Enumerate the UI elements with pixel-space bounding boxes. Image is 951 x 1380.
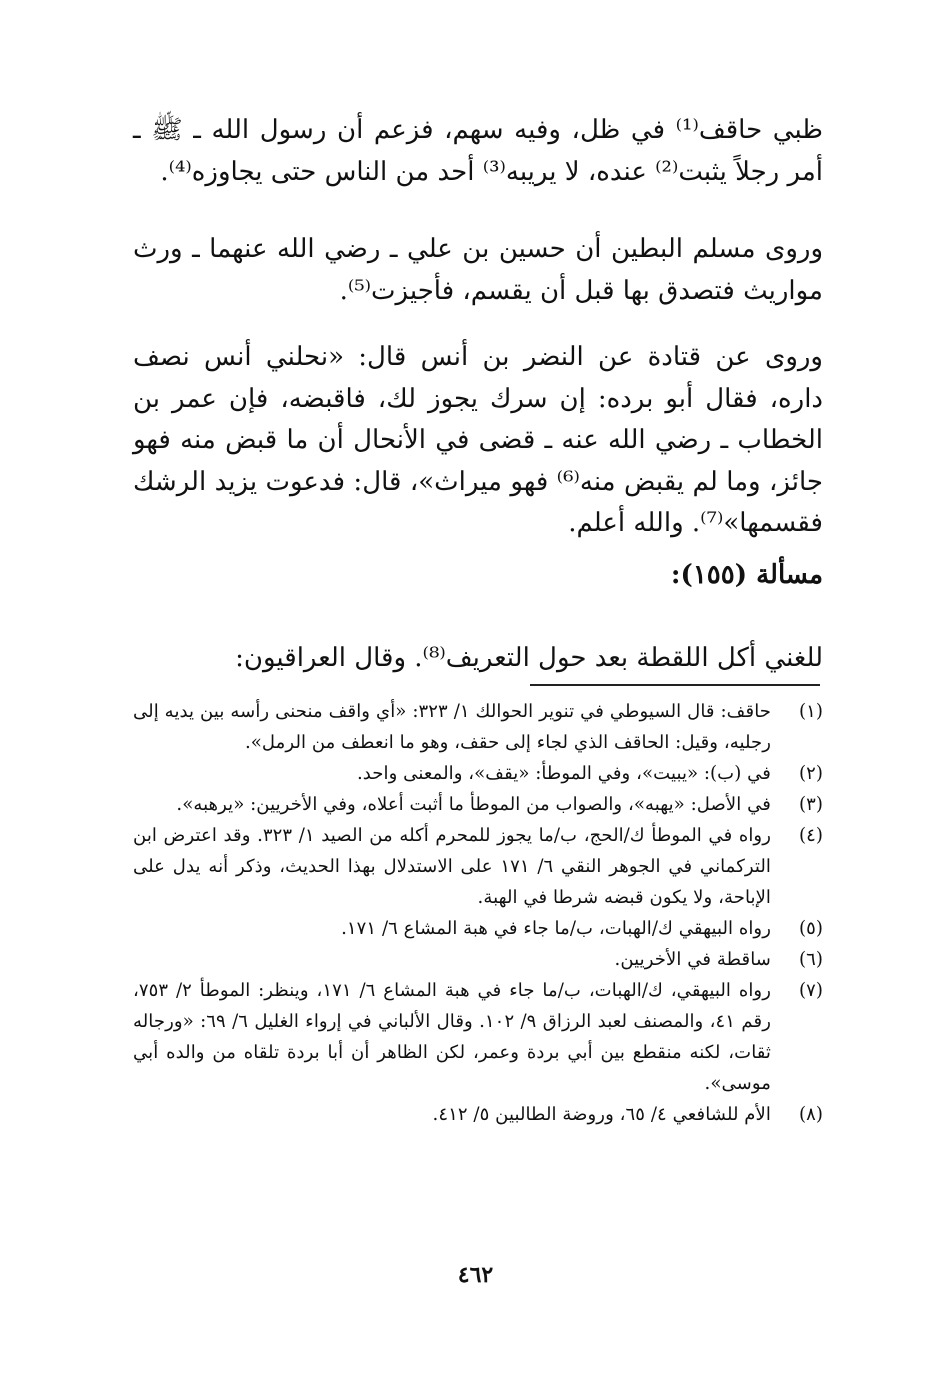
issue-heading: مسألة (١٥٥): bbox=[670, 560, 823, 590]
footnote-number: (٨) bbox=[799, 1104, 823, 1125]
footnote-number: (١) bbox=[799, 701, 823, 722]
footnote-text: حاقف: قال السيوطي في تنوير الحوالك ١/ ٣٢٣: «أي واقف منحنى رأسه بين يديه إلى رجليه، وقيل: الحاقف الذي لجاء إلى حقف، وهو ما انعطف من الرمل». bbox=[133, 701, 771, 753]
footnote-item bbox=[133, 820, 823, 913]
body-paragraph-1: ظبي حاقف⁽¹⁾ في ظل، وفيه سهم، فزعم أن رسول الله ـ ﷺ ـ أمر رجلاً يثبت⁽²⁾ عنده، لا يريبه⁽³⁾ أحد من الناس حتى يجاوزه⁽⁴⁾. bbox=[133, 115, 823, 187]
footnote-item bbox=[133, 696, 823, 758]
footnote-number: (٧) bbox=[799, 980, 823, 1001]
footnote-item bbox=[133, 789, 823, 820]
footnote-number: (٢) bbox=[799, 763, 823, 784]
footnote-item bbox=[133, 975, 823, 1099]
footnote-item bbox=[133, 944, 823, 975]
footnote-text: رواه البيهقي، ك/الهبات، ب/ما جاء في هبة المشاع ٦/ ١٧١، وينظر: الموطأ ٢/ ٧٥٣، رقم ٤١، والمصنف لعبد الرزاق ٩/ ١٠٢. وقال الألباني في إرواء الغليل ٦/ ٦٩: «ورجاله ثقات، لكنه منقطع بين أبي بردة وعمر، لكن الظاهر أن أبا بردة تلقاه من والده أبي موسى». bbox=[133, 980, 771, 1094]
footnote-number: (٣) bbox=[799, 794, 823, 815]
body-paragraph-3: وروى عن قتادة عن النضر بن أنس قال: «نحلني أنس نصف داره، فقال أبو برده: إن سرك يجوز لك، فاقبضه، فإن عمر بن الخطاب ـ رضي الله عنه ـ قضى في الأنحال أن ما قبض منه فهو جائز، وما لم يقبض منه⁽⁶⁾ فهو ميراث»، قال: فدعوت يزيد الرشك فقسمها»⁽⁷⁾. والله أعلم. bbox=[133, 342, 824, 539]
footnote-number: (٤) bbox=[799, 825, 823, 846]
body-paragraph-4: للغني أكل اللقطة بعد حول التعريف⁽⁸⁾. وقال العراقيون: bbox=[235, 643, 823, 673]
footnotes-list bbox=[133, 696, 823, 1130]
footnote-separator bbox=[530, 684, 820, 686]
footnote-item bbox=[133, 758, 823, 789]
footnote-item bbox=[133, 913, 823, 944]
footnote-text: في (ب): «يبيت»، وفي الموطأ: «يقف»، والمعنى واحد. bbox=[356, 763, 771, 784]
footnote-text: رواه البيهقي ك/الهبات، ب/ما جاء في هبة المشاع ٦/ ١٧١. bbox=[341, 918, 771, 939]
footnote-number: (٥) bbox=[799, 918, 823, 939]
page-number: ٤٦٢ bbox=[457, 1262, 494, 1288]
footnote-number: (٦) bbox=[799, 949, 823, 970]
footnote-item bbox=[133, 1099, 823, 1130]
footnote-text: الأم للشافعي ٤/ ٦٥، وروضة الطالبين ٥/ ٤١٢. bbox=[432, 1104, 771, 1125]
footnote-text: في الأصل: «يهبه»، والصواب من الموطأ ما أثبت أعلاه، وفي الأخريين: «يرهبه». bbox=[176, 794, 771, 815]
footnote-text: رواه في الموطأ ك/الحج، ب/ما يجوز للمحرم أكله من الصيد ١/ ٣٢٣. وقد اعترض ابن التركماني في الجوهر النقي ٦/ ١٧١ على الاستدلال بهذا الحديث، وذكر أنه يدل على الإباحة، ولا يكون قبضه شرطا في الهبة. bbox=[133, 825, 771, 908]
footnote-text: ساقطة في الأخريين. bbox=[614, 949, 771, 970]
body-paragraph-2: وروى مسلم البطين أن حسين بن علي ـ رضي الله عنهما ـ ورث مواريث فتصدق بها قبل أن يقسم، فأجيزت⁽⁵⁾. bbox=[133, 234, 823, 306]
